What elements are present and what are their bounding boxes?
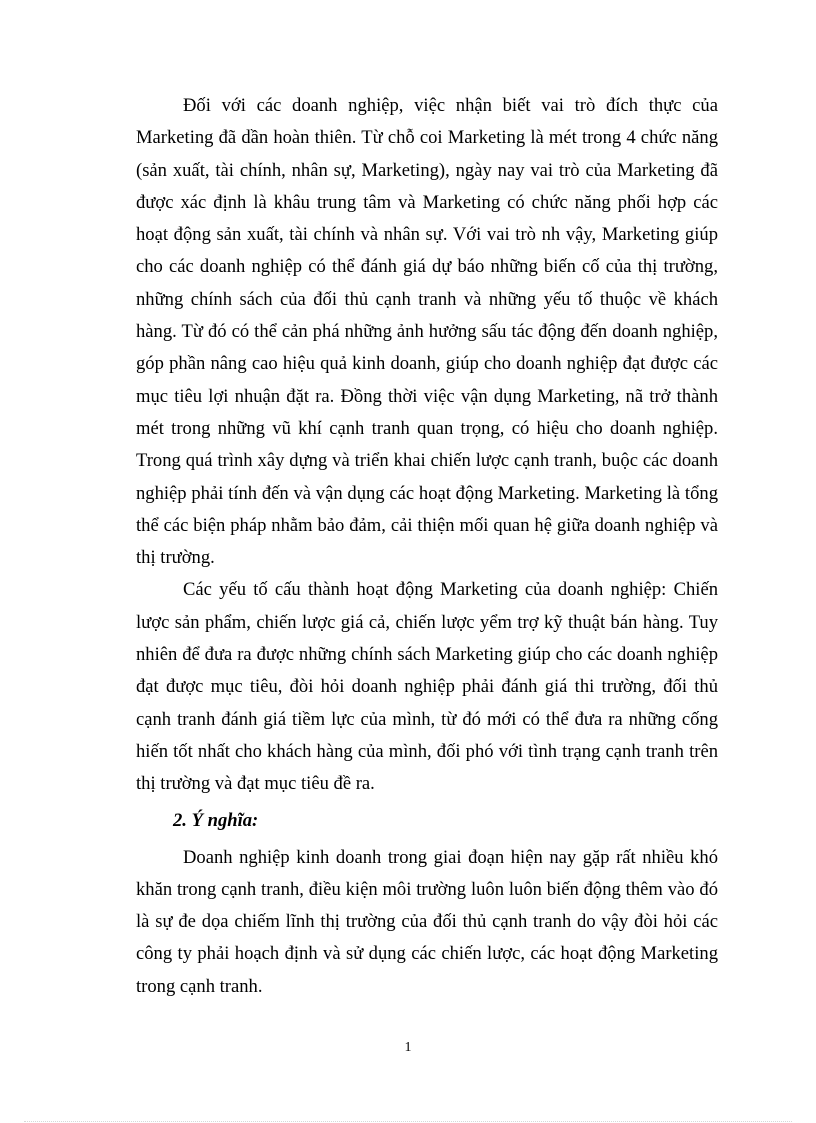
paragraph-significance: Doanh nghiệp kinh doanh trong giai đoạn hiện nay gặp rất nhiều khó khăn trong cạnh tranh, điều kiện môi trường luôn luôn biến động thêm vào đó là sự đe dọa chiếm lĩnh thị trường của đối thủ cạnh tranh do vậy đòi hỏi các công ty phải hoạch định và sử dụng các chiến lược, các hoạt động Marketing trong cạnh tranh. — [136, 846, 718, 997]
section-heading: 2. Ý nghĩa: — [173, 809, 259, 831]
page-bottom-divider — [24, 1121, 792, 1122]
page-number: 1 — [404, 1040, 412, 1055]
paragraph-marketing-role: Đối với các doanh nghiệp, việc nhận biết vai trò đích thực của Marketing đã dần hoàn thiên. Từ chỗ coi Marketing là mét trong 4 chức năng (sản xuất, tài chính, nhân sự, Marketing), ngày nay vai trò của Marketing đã được xác định là khâu trung tâm và Marketing có chức năng phối hợp các hoạt động sản xuất, tài chính và nhân sự. Với vai trò nh vậy, Marketing giúp cho các doanh nghiệp có thể đánh giá dự báo những biến cố của thị trường, những chính sách của đối thủ cạnh tranh và những yếu tố thuộc về khách hàng. Từ đó có thể cản phá những ảnh hưởng sấu tác động đến doanh nghiệp, góp phần nâng cao hiệu quả kinh doanh, giúp cho doanh nghiệp đạt được các mục tiêu lợi nhuận đặt ra. Đồng thời việc vận dụng Marketing, nã trở thành mét trong những vũ khí cạnh tranh quan trọng, có hiệu cho doanh nghiệp. Trong quá trình xây dựng và triển khai chiến lược cạnh tranh, buộc các doanh nghiệp phải tính đến và vận dụng các hoạt động Marketing. Marketing là tổng thể các biện pháp nhằm bảo đảm, cải thiện mối quan hệ giữa doanh nghiệp và thị trường. — [136, 95, 718, 569]
document-body — [136, 90, 718, 1003]
paragraph-marketing-components: Các yếu tố cấu thành hoạt động Marketing của doanh nghiệp: Chiến lược sản phẩm, chiến lược giá cả, chiến lược yểm trợ kỹ thuật bán hàng. Tuy nhiên để đưa ra được những chính sách Marketing giúp cho các doanh nghiệp đạt được mục tiêu, đòi hỏi doanh nghiệp phải đánh giá thi trường, đối thủ cạnh tranh đánh giá tiềm lực của mình, từ đó mới có thể đưa ra những cống hiến tốt nhất cho khách hàng của mình, đối phó với tình trạng cạnh tranh trên thị trường và đạt mục tiêu đề ra. — [136, 579, 718, 795]
